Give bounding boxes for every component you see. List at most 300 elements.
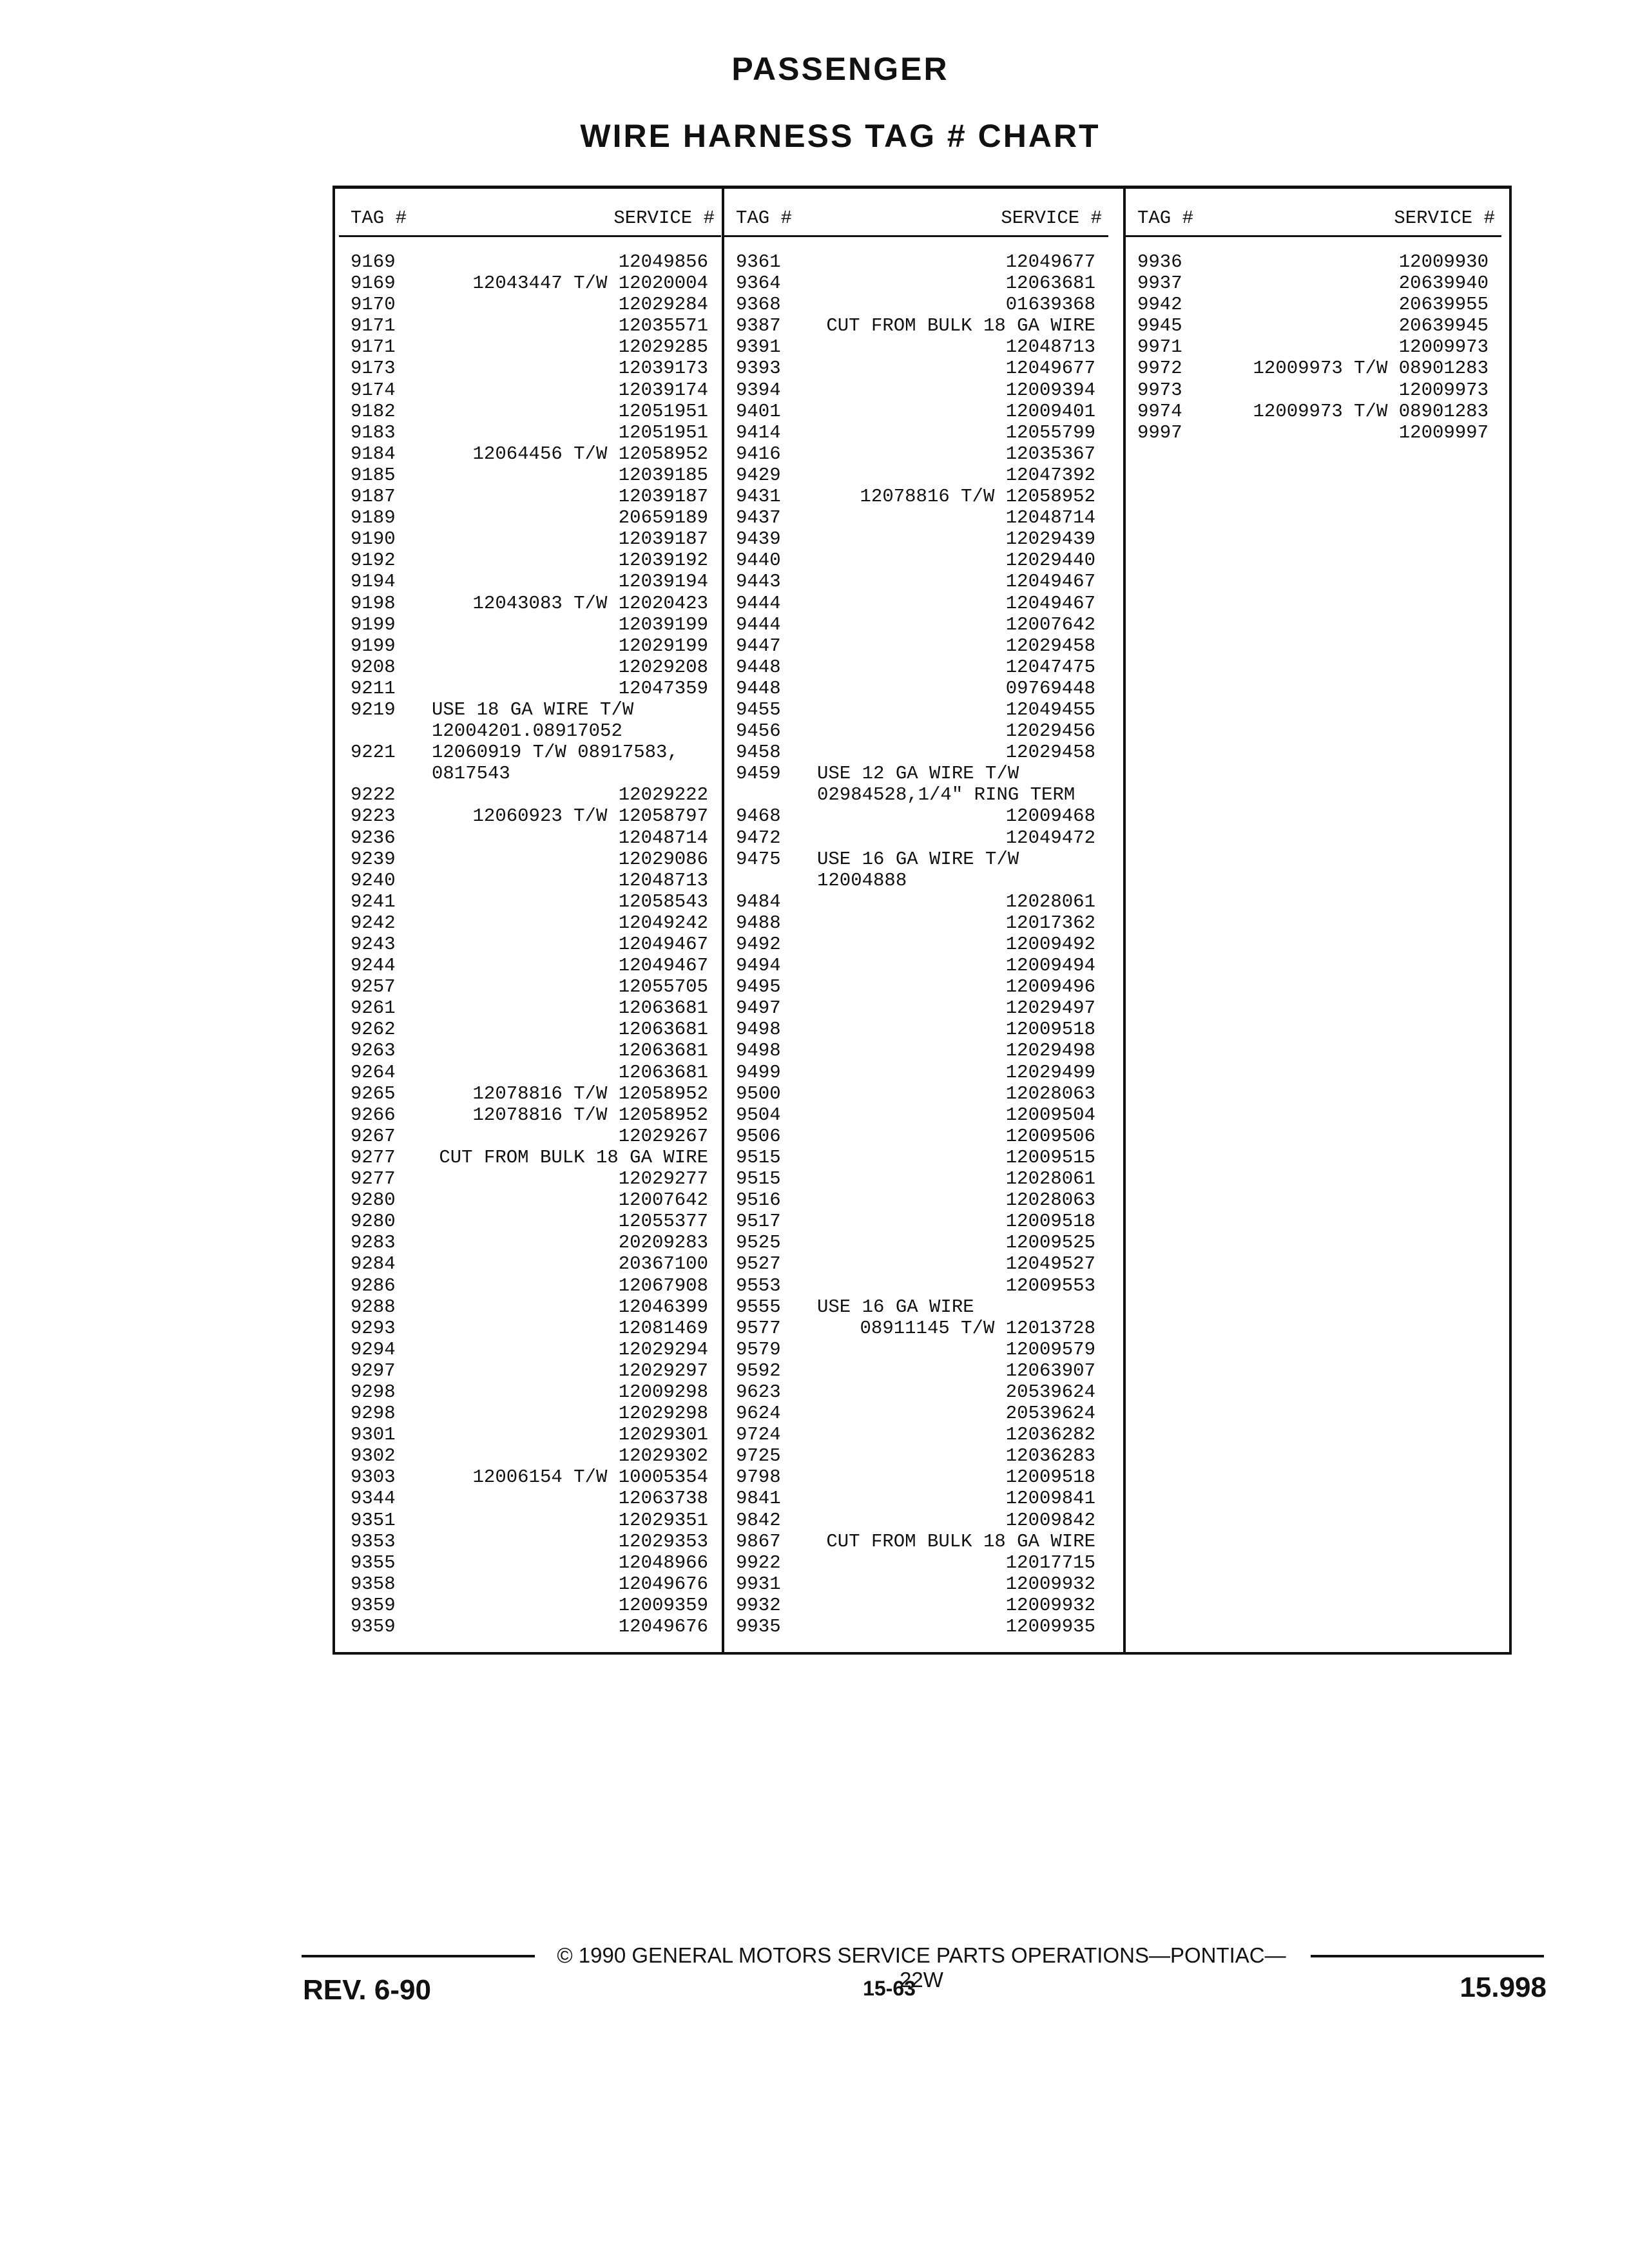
service-number: 20539624 bbox=[1005, 1381, 1095, 1403]
table-row bbox=[736, 1318, 1102, 1339]
service-number: 12029284 bbox=[618, 294, 708, 316]
table-row bbox=[351, 1403, 715, 1424]
service-number: 12007642 bbox=[1005, 613, 1095, 635]
service-number: 12063681 bbox=[1005, 273, 1095, 294]
tag-number: 9243 bbox=[351, 934, 396, 955]
table-row bbox=[736, 1595, 1102, 1616]
table-row bbox=[351, 934, 715, 955]
tag-number: 9488 bbox=[736, 912, 781, 934]
service-number: 12035367 bbox=[1005, 443, 1095, 465]
tag-number: 9199 bbox=[351, 613, 396, 635]
table-row bbox=[736, 699, 1102, 720]
tag-number: 9497 bbox=[736, 997, 781, 1019]
column-divider bbox=[722, 189, 724, 1652]
table-row bbox=[736, 614, 1102, 635]
table-row bbox=[351, 273, 715, 294]
tag-number: 9264 bbox=[351, 1061, 396, 1083]
tag-number: 9414 bbox=[736, 421, 781, 443]
service-number: 12047392 bbox=[1005, 464, 1095, 486]
service-number: 12055799 bbox=[1005, 421, 1095, 443]
table-row bbox=[736, 294, 1102, 315]
service-number: 12058543 bbox=[618, 890, 708, 912]
service-number: 12081469 bbox=[618, 1317, 708, 1339]
service-number: 12009506 bbox=[1005, 1125, 1095, 1147]
tag-number: 9187 bbox=[351, 486, 396, 508]
footer-revision: REV. 6-90 bbox=[303, 1974, 431, 2006]
table-column-3 bbox=[1137, 189, 1495, 1652]
tag-number: 9283 bbox=[351, 1232, 396, 1254]
table-row bbox=[736, 571, 1102, 592]
tag-number: 9495 bbox=[736, 976, 781, 998]
tag-number: 9189 bbox=[351, 507, 396, 529]
tag-number: 9437 bbox=[736, 507, 781, 529]
table-row bbox=[736, 1573, 1102, 1595]
tag-number: 9448 bbox=[736, 656, 781, 678]
service-number: 20367100 bbox=[618, 1253, 708, 1275]
service-number: 12009518 bbox=[1005, 1019, 1095, 1041]
tag-number: 9444 bbox=[736, 592, 781, 614]
table-row bbox=[736, 1211, 1102, 1232]
table-row bbox=[351, 1062, 715, 1083]
tag-number: 9301 bbox=[351, 1424, 396, 1446]
service-number: 12009930 bbox=[1398, 251, 1489, 273]
table-row bbox=[736, 1232, 1102, 1253]
service-number: 12004888 bbox=[817, 869, 907, 891]
tag-number: 9303 bbox=[351, 1466, 396, 1488]
service-number: 12029277 bbox=[618, 1168, 708, 1190]
table-row bbox=[736, 997, 1102, 1019]
service-number: 12009496 bbox=[1005, 976, 1095, 998]
table-row bbox=[736, 912, 1102, 934]
service-number: 12063681 bbox=[618, 997, 708, 1019]
tag-number: 9199 bbox=[351, 635, 396, 657]
table-row bbox=[736, 1083, 1102, 1104]
table-row bbox=[736, 1403, 1102, 1424]
tag-number: 9183 bbox=[351, 421, 396, 443]
service-number: 12078816 T/W 12058952 bbox=[860, 486, 1095, 508]
tag-number: 9517 bbox=[736, 1211, 781, 1233]
service-number: 12009841 bbox=[1005, 1488, 1095, 1510]
service-number: 12009298 bbox=[618, 1381, 708, 1403]
table-row bbox=[736, 1445, 1102, 1466]
service-number: 12035571 bbox=[618, 315, 708, 337]
service-number: 12049467 bbox=[1005, 571, 1095, 593]
service-number: 0817543 bbox=[432, 763, 510, 785]
tag-number: 9724 bbox=[736, 1424, 781, 1446]
table-row bbox=[736, 486, 1102, 507]
service-number: 20639955 bbox=[1398, 294, 1489, 316]
tag-number: 9222 bbox=[351, 784, 396, 806]
service-number: 12043447 T/W 12020004 bbox=[472, 273, 708, 294]
table-row bbox=[351, 1040, 715, 1061]
tag-number: 9223 bbox=[351, 805, 396, 827]
service-number: 12049467 bbox=[618, 934, 708, 955]
table-row bbox=[1137, 336, 1495, 358]
service-number: 12009579 bbox=[1005, 1338, 1095, 1360]
table-row bbox=[736, 1126, 1102, 1147]
service-number: 12048713 bbox=[1005, 336, 1095, 358]
header-rule bbox=[339, 235, 721, 237]
service-number: 12029294 bbox=[618, 1338, 708, 1360]
service-number: 20539624 bbox=[1005, 1403, 1095, 1425]
service-number: 12028063 bbox=[1005, 1082, 1095, 1104]
table-row bbox=[736, 870, 1102, 891]
column-header bbox=[1137, 207, 1495, 230]
service-number: 12055705 bbox=[618, 976, 708, 998]
column-divider bbox=[1123, 189, 1126, 1652]
service-number: 12029351 bbox=[618, 1509, 708, 1531]
table-row bbox=[351, 1616, 715, 1637]
service-number: 12039174 bbox=[618, 379, 708, 401]
service-number: 12063681 bbox=[618, 1040, 708, 1062]
footer-copyright: © 1990 GENERAL MOTORS SERVICE PARTS OPERATIONS—PONTIAC—22W bbox=[557, 1943, 1286, 1992]
tag-number: 9440 bbox=[736, 550, 781, 572]
service-number: CUT FROM BULK 18 GA WIRE bbox=[826, 1530, 1095, 1552]
tag-number: 9431 bbox=[736, 486, 781, 508]
service-number: 12029297 bbox=[618, 1360, 708, 1381]
table-row bbox=[351, 1019, 715, 1040]
table-row bbox=[736, 443, 1102, 465]
table-row bbox=[351, 678, 715, 699]
table-row bbox=[736, 465, 1102, 486]
table-row bbox=[1137, 401, 1495, 422]
footer-rule-left bbox=[302, 1955, 535, 1957]
service-number: 12048966 bbox=[618, 1552, 708, 1573]
tag-number: 9174 bbox=[351, 379, 396, 401]
service-number: USE 18 GA WIRE T/W bbox=[432, 698, 634, 720]
tag-header: TAG # bbox=[351, 207, 407, 229]
tag-number: 9936 bbox=[1137, 251, 1182, 273]
service-number: 12009504 bbox=[1005, 1104, 1095, 1126]
table-row bbox=[351, 657, 715, 678]
table-row bbox=[736, 1510, 1102, 1531]
wire-harness-tag-table bbox=[333, 186, 1512, 1655]
service-number: 12029458 bbox=[1005, 742, 1095, 764]
table-row bbox=[351, 358, 715, 379]
service-number: 12078816 T/W 12058952 bbox=[472, 1104, 708, 1126]
table-row bbox=[351, 1275, 715, 1296]
table-row bbox=[1137, 422, 1495, 443]
service-number: 12060923 T/W 12058797 bbox=[472, 805, 708, 827]
tag-number: 9298 bbox=[351, 1403, 396, 1425]
table-row bbox=[351, 1168, 715, 1189]
tag-number: 9867 bbox=[736, 1530, 781, 1552]
service-number: 12055377 bbox=[618, 1211, 708, 1233]
table-row bbox=[351, 1211, 715, 1232]
tag-number: 9173 bbox=[351, 358, 396, 380]
table-row bbox=[736, 657, 1102, 678]
tag-number: 9351 bbox=[351, 1509, 396, 1531]
service-number: 12009492 bbox=[1005, 934, 1095, 955]
table-row bbox=[736, 784, 1102, 805]
tag-number: 9192 bbox=[351, 550, 396, 572]
service-number: 12063738 bbox=[618, 1488, 708, 1510]
service-number: 12006154 T/W 10005354 bbox=[472, 1466, 708, 1488]
table-row bbox=[351, 1595, 715, 1616]
tag-number: 9932 bbox=[736, 1594, 781, 1616]
service-number: 12049676 bbox=[618, 1616, 708, 1637]
table-row bbox=[736, 528, 1102, 550]
service-number: 12064456 T/W 12058952 bbox=[472, 443, 708, 465]
table-row bbox=[736, 380, 1102, 401]
tag-number: 9393 bbox=[736, 358, 781, 380]
service-number: 12039194 bbox=[618, 571, 708, 593]
table-row bbox=[736, 1296, 1102, 1318]
table-row bbox=[351, 1147, 715, 1168]
table-row bbox=[736, 1466, 1102, 1488]
tag-number: 9498 bbox=[736, 1040, 781, 1062]
table-row bbox=[736, 1189, 1102, 1211]
table-row bbox=[351, 1253, 715, 1274]
tag-number: 9171 bbox=[351, 336, 396, 358]
service-number: 12046399 bbox=[618, 1296, 708, 1318]
service-number: 12009997 bbox=[1398, 421, 1489, 443]
service-number: 12029456 bbox=[1005, 720, 1095, 742]
table-row bbox=[351, 827, 715, 849]
table-row bbox=[351, 1445, 715, 1466]
table-row bbox=[736, 251, 1102, 273]
service-number: USE 16 GA WIRE bbox=[817, 1296, 974, 1318]
tag-number: 9499 bbox=[736, 1061, 781, 1083]
service-number: 12009842 bbox=[1005, 1509, 1095, 1531]
tag-number: 9221 bbox=[351, 742, 396, 764]
tag-number: 9592 bbox=[736, 1360, 781, 1381]
column-header bbox=[351, 207, 715, 230]
tag-number: 9198 bbox=[351, 592, 396, 614]
table-row bbox=[736, 507, 1102, 528]
tag-number: 9623 bbox=[736, 1381, 781, 1403]
service-number: 12009359 bbox=[618, 1594, 708, 1616]
tag-number: 9262 bbox=[351, 1019, 396, 1041]
service-number: 12029222 bbox=[618, 784, 708, 806]
service-number: 12029302 bbox=[618, 1445, 708, 1467]
service-number: 12047359 bbox=[618, 677, 708, 699]
service-number: 12036283 bbox=[1005, 1445, 1095, 1467]
service-number: 12049472 bbox=[1005, 827, 1095, 849]
tag-number: 9841 bbox=[736, 1488, 781, 1510]
tag-number: 9842 bbox=[736, 1509, 781, 1531]
service-number: USE 16 GA WIRE T/W bbox=[817, 848, 1019, 870]
table-row bbox=[351, 699, 715, 720]
tag-number: 9468 bbox=[736, 805, 781, 827]
tag-number: 9297 bbox=[351, 1360, 396, 1381]
table-row bbox=[736, 1168, 1102, 1189]
table-row bbox=[351, 720, 715, 742]
table-row bbox=[351, 891, 715, 912]
service-number: 08911145 T/W 12013728 bbox=[860, 1317, 1095, 1339]
service-number: 12009935 bbox=[1005, 1616, 1095, 1637]
tag-number: 9974 bbox=[1137, 400, 1182, 422]
table-row bbox=[351, 1126, 715, 1147]
table-row bbox=[736, 742, 1102, 763]
service-number: 12043083 T/W 12020423 bbox=[472, 592, 708, 614]
service-number: 12029497 bbox=[1005, 997, 1095, 1019]
service-number: 12009973 T/W 08901283 bbox=[1253, 400, 1489, 422]
table-row bbox=[736, 891, 1102, 912]
tag-number: 9972 bbox=[1137, 358, 1182, 380]
table-row bbox=[736, 1360, 1102, 1381]
service-number: 12009394 bbox=[1005, 379, 1095, 401]
table-row bbox=[351, 443, 715, 465]
service-number: 12029301 bbox=[618, 1424, 708, 1446]
service-number: 12039185 bbox=[618, 464, 708, 486]
table-row bbox=[736, 550, 1102, 571]
tag-number: 9624 bbox=[736, 1403, 781, 1425]
tag-number: 9475 bbox=[736, 848, 781, 870]
tag-number: 9368 bbox=[736, 294, 781, 316]
table-row bbox=[351, 315, 715, 336]
service-number: 20639945 bbox=[1398, 315, 1489, 337]
service-number: 12028063 bbox=[1005, 1189, 1095, 1211]
table-row bbox=[736, 720, 1102, 742]
table-row bbox=[1137, 273, 1495, 294]
table-column-1 bbox=[351, 189, 715, 1652]
table-row bbox=[351, 571, 715, 592]
tag-number: 9935 bbox=[736, 1616, 781, 1637]
table-row bbox=[351, 1488, 715, 1509]
table-row bbox=[351, 294, 715, 315]
service-number: 12049677 bbox=[1005, 358, 1095, 380]
service-header: SERVICE # bbox=[1001, 207, 1102, 229]
tag-number: 9240 bbox=[351, 869, 396, 891]
table-row bbox=[351, 1510, 715, 1531]
table-row bbox=[351, 1424, 715, 1445]
service-number: 12067908 bbox=[618, 1274, 708, 1296]
service-number: 12009973 bbox=[1398, 336, 1489, 358]
tag-number: 9494 bbox=[736, 955, 781, 977]
tag-number: 9922 bbox=[736, 1552, 781, 1573]
table-row bbox=[736, 401, 1102, 422]
header-rule bbox=[1126, 235, 1501, 237]
service-number: 12078816 T/W 12058952 bbox=[472, 1082, 708, 1104]
service-number: 12048714 bbox=[618, 827, 708, 849]
service-number: 12063907 bbox=[1005, 1360, 1095, 1381]
table-row bbox=[351, 1466, 715, 1488]
table-row bbox=[1137, 251, 1495, 273]
service-number: 12039187 bbox=[618, 528, 708, 550]
tag-number: 9484 bbox=[736, 890, 781, 912]
table-row bbox=[351, 1104, 715, 1126]
table-row bbox=[351, 1552, 715, 1573]
service-number: 12048714 bbox=[1005, 507, 1095, 529]
tag-number: 9937 bbox=[1137, 273, 1182, 294]
tag-number: 9498 bbox=[736, 1019, 781, 1041]
table-row bbox=[736, 1062, 1102, 1083]
tag-number: 9555 bbox=[736, 1296, 781, 1318]
service-number: 12009973 T/W 08901283 bbox=[1253, 358, 1489, 380]
table-row bbox=[736, 1339, 1102, 1360]
service-number: 20209283 bbox=[618, 1232, 708, 1254]
service-number: 12009525 bbox=[1005, 1232, 1095, 1254]
service-number: 12028061 bbox=[1005, 1168, 1095, 1190]
table-row bbox=[351, 784, 715, 805]
tag-number: 9194 bbox=[351, 571, 396, 593]
tag-number: 9169 bbox=[351, 273, 396, 294]
tag-number: 9359 bbox=[351, 1594, 396, 1616]
table-row bbox=[736, 1381, 1102, 1403]
table-row bbox=[351, 1189, 715, 1211]
tag-number: 9242 bbox=[351, 912, 396, 934]
table-row bbox=[351, 1360, 715, 1381]
service-number: 12029267 bbox=[618, 1125, 708, 1147]
table-row bbox=[351, 507, 715, 528]
table-row bbox=[736, 976, 1102, 997]
tag-number: 9492 bbox=[736, 934, 781, 955]
tag-number: 9266 bbox=[351, 1104, 396, 1126]
tag-number: 9244 bbox=[351, 955, 396, 977]
table-row bbox=[351, 1232, 715, 1253]
table-row bbox=[351, 635, 715, 657]
service-number: 12039192 bbox=[618, 550, 708, 572]
service-number: 12028061 bbox=[1005, 890, 1095, 912]
tag-number: 9579 bbox=[736, 1338, 781, 1360]
service-number: 12029440 bbox=[1005, 550, 1095, 572]
service-number: 12049677 bbox=[1005, 251, 1095, 273]
tag-number: 9364 bbox=[736, 273, 781, 294]
tag-number: 9257 bbox=[351, 976, 396, 998]
service-number: 12009932 bbox=[1005, 1573, 1095, 1595]
tag-number: 9448 bbox=[736, 677, 781, 699]
tag-number: 9458 bbox=[736, 742, 781, 764]
service-number: 12007642 bbox=[618, 1189, 708, 1211]
tag-number: 9358 bbox=[351, 1573, 396, 1595]
table-row bbox=[351, 1083, 715, 1104]
tag-number: 9182 bbox=[351, 400, 396, 422]
table-row bbox=[351, 614, 715, 635]
tag-number: 9391 bbox=[736, 336, 781, 358]
table-row bbox=[351, 1531, 715, 1552]
tag-number: 9353 bbox=[351, 1530, 396, 1552]
table-row bbox=[736, 955, 1102, 976]
table-row bbox=[351, 336, 715, 358]
service-number: 12029498 bbox=[1005, 1040, 1095, 1062]
table-row bbox=[736, 635, 1102, 657]
service-number: 12009553 bbox=[1005, 1274, 1095, 1296]
tag-number: 9931 bbox=[736, 1573, 781, 1595]
tag-number: 9208 bbox=[351, 656, 396, 678]
service-number: 12009494 bbox=[1005, 955, 1095, 977]
tag-number: 9355 bbox=[351, 1552, 396, 1573]
table-row bbox=[351, 593, 715, 614]
service-number: 12009515 bbox=[1005, 1146, 1095, 1168]
table-row bbox=[736, 1424, 1102, 1445]
table-row bbox=[736, 934, 1102, 955]
table-row bbox=[351, 976, 715, 997]
tag-number: 9280 bbox=[351, 1211, 396, 1233]
service-number: 12049527 bbox=[1005, 1253, 1095, 1275]
table-row bbox=[351, 912, 715, 934]
table-row bbox=[351, 422, 715, 443]
table-row bbox=[351, 955, 715, 976]
tag-number: 9945 bbox=[1137, 315, 1182, 337]
header-rule bbox=[724, 235, 1108, 237]
table-row bbox=[736, 1616, 1102, 1637]
tag-number: 9265 bbox=[351, 1082, 396, 1104]
tag-number: 9263 bbox=[351, 1040, 396, 1062]
service-number: 12036282 bbox=[1005, 1424, 1095, 1446]
tag-number: 9169 bbox=[351, 251, 396, 273]
tag-number: 9344 bbox=[351, 1488, 396, 1510]
table-row bbox=[351, 849, 715, 870]
service-number: 12029439 bbox=[1005, 528, 1095, 550]
table-row bbox=[351, 401, 715, 422]
tag-number: 9455 bbox=[736, 698, 781, 720]
tag-number: 9527 bbox=[736, 1253, 781, 1275]
tag-number: 9241 bbox=[351, 890, 396, 912]
tag-number: 9236 bbox=[351, 827, 396, 849]
tag-number: 9284 bbox=[351, 1253, 396, 1275]
tag-number: 9267 bbox=[351, 1125, 396, 1147]
